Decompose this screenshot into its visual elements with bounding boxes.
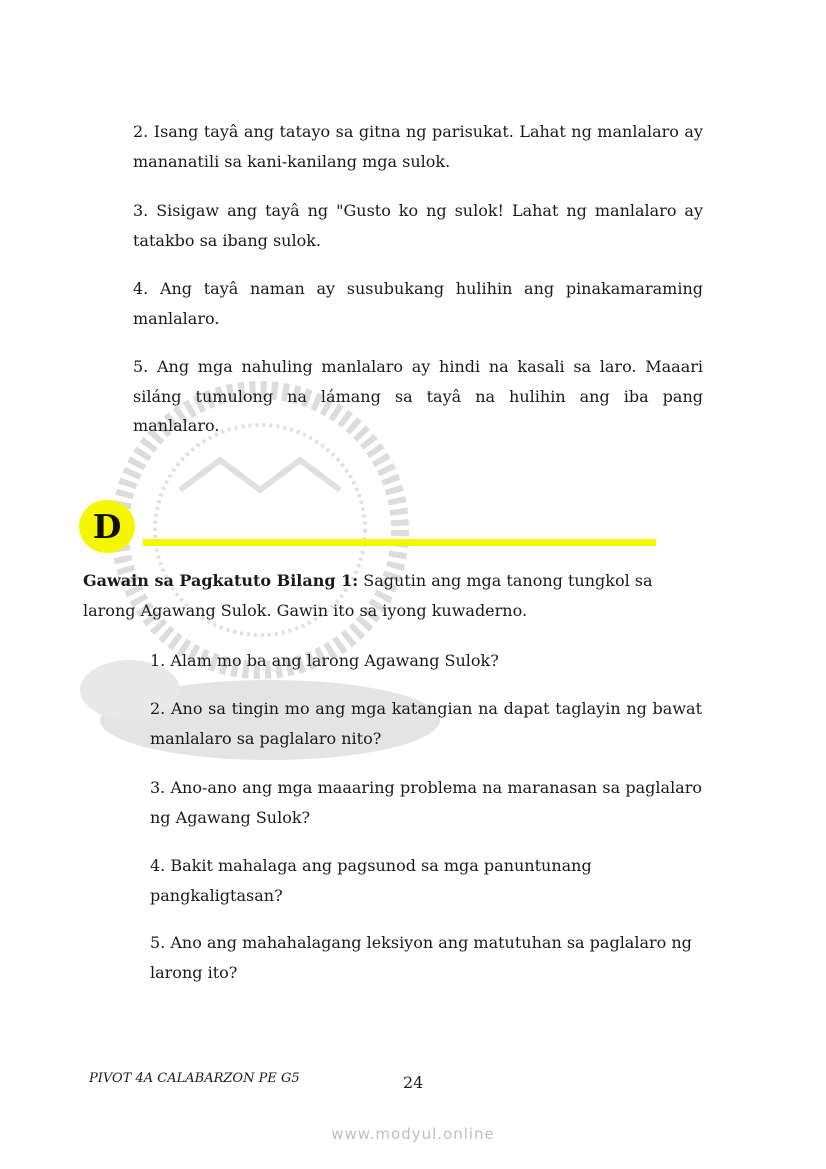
site-watermark: www.modyul.online [331, 1125, 495, 1143]
section-divider [143, 539, 656, 546]
question-2: 2. Ano sa tingin mo ang mga katangian na dapat taglayin ng bawat manlalaro sa paglalaro nito? [150, 699, 702, 748]
step-2: 2. Isang tayâ ang tatayo sa gitna ng parisukat. Lahat ng manlalaro ay mananatili sa kani-kanilang mga sulok. [133, 122, 703, 171]
section-letter: D [92, 507, 122, 546]
footer-title: PIVOT 4A CALABARZON PE G5 [89, 1071, 300, 1086]
step-5: 5. Ang mga nahuling manlalaro ay hindi na kasali sa laro. Maaari siláng tumulong na lámang sa tayâ na hulihin ang iba pang manlalaro. [133, 357, 703, 435]
question-4: 4. Bakit mahalaga ang pagsunod sa mga panuntunang pangkaligtasan? [150, 856, 592, 905]
step-4: 4. Ang tayâ naman ay susubukang hulihin ang pinakamaraming manlalaro. [133, 279, 703, 328]
activity-title: Gawain sa Pagkatuto Bilang 1: [83, 571, 359, 590]
section-badge [79, 500, 135, 553]
activity-intro [83, 566, 703, 625]
question-1: 1. Alam mo ba ang larong Agawang Sulok? [150, 651, 499, 670]
question-3: 3. Ano-ano ang mga maaaring problema na maranasan sa paglalaro ng Agawang Sulok? [150, 778, 702, 827]
question-5: 5. Ano ang mahahalagang leksiyon ang matutuhan sa paglalaro ng larong ito? [150, 933, 692, 982]
activity-instruction: Sagutin ang mga tanong tungkol sa larong Agawang Sulok. Gawin ito sa iyong kuwaderno. [83, 571, 653, 620]
step-3: 3. Sisigaw ang tayâ ng "Gusto ko ng sulok! Lahat ng manlalaro ay tatakbo sa ibang sulok. [133, 201, 703, 250]
page-number: 24 [403, 1073, 424, 1092]
